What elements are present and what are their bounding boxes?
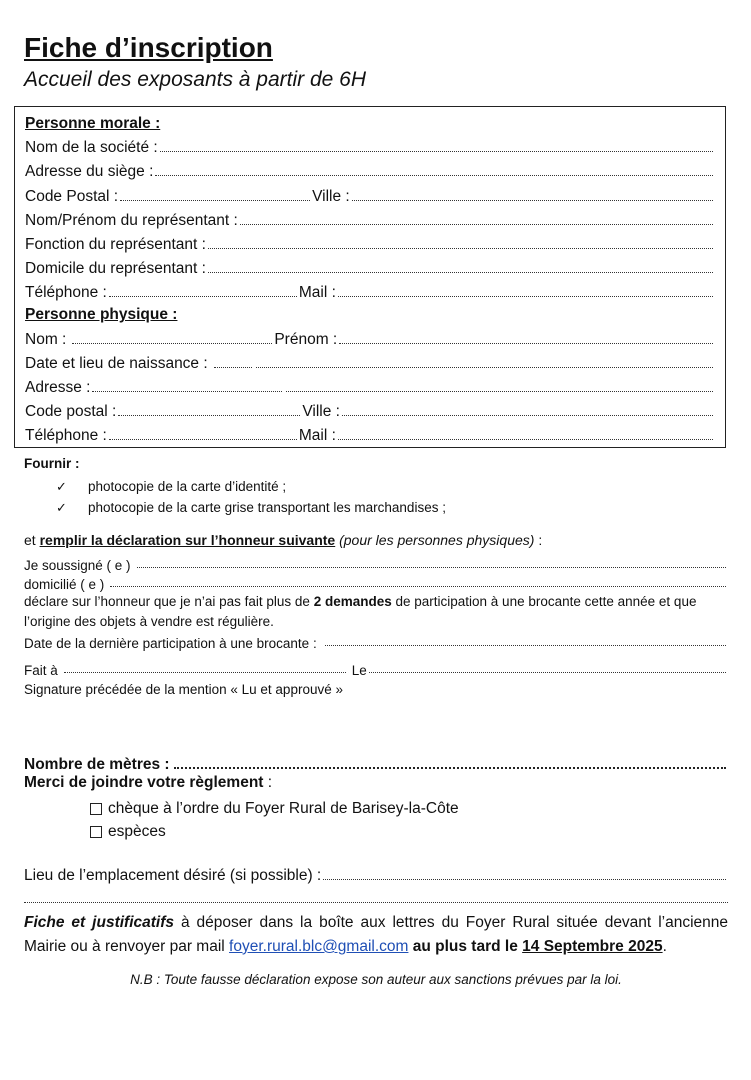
list-item bbox=[56, 497, 728, 518]
fill-line[interactable] bbox=[339, 342, 713, 344]
label-derniere: Date de la dernière participation à une brocante : bbox=[24, 636, 317, 652]
section-personne-physique: Personne physique : bbox=[25, 306, 178, 324]
fill-line[interactable] bbox=[118, 414, 300, 416]
label-soussigne: Je soussigné ( e ) bbox=[24, 558, 131, 574]
label-mail: Mail : bbox=[298, 427, 336, 445]
field-derniere-participation[interactable] bbox=[24, 632, 728, 651]
final-end: . bbox=[662, 937, 667, 955]
final-text: à déposer dans la boîte aux lettres du Foyer Rural située devant l’ancienne Mairie ou à renvoyer par mail bbox=[24, 914, 728, 955]
document-label: photocopie de la carte d’identité ; bbox=[88, 479, 287, 495]
final-deadline-label: au plus tard le bbox=[408, 937, 523, 955]
final-deadline-date: 14 Septembre 2025 bbox=[522, 937, 663, 955]
field-nom-prenom[interactable] bbox=[25, 324, 715, 348]
fill-line[interactable] bbox=[109, 438, 297, 440]
label-domicile-rep: Domicile du représentant : bbox=[25, 260, 206, 278]
field-soussigne[interactable] bbox=[24, 554, 728, 573]
field-cp-ville-physique[interactable] bbox=[25, 397, 715, 421]
field-societe[interactable] bbox=[25, 133, 715, 157]
label-tel: Téléphone : bbox=[25, 284, 107, 302]
label-domicilie: domicilié ( e ) bbox=[24, 577, 105, 593]
checkbox-cheque[interactable] bbox=[90, 803, 102, 815]
identity-box bbox=[14, 106, 726, 448]
fill-line[interactable] bbox=[160, 150, 713, 152]
field-lieu[interactable] bbox=[24, 861, 728, 885]
list-item bbox=[56, 476, 728, 497]
field-cp-ville-morale[interactable] bbox=[25, 181, 715, 205]
label-ville: Ville : bbox=[312, 187, 350, 205]
label-naissance: Date et lieu de naissance : bbox=[25, 354, 208, 372]
decl-suffix: : bbox=[534, 532, 543, 549]
documents-section bbox=[24, 456, 728, 518]
fill-line[interactable] bbox=[338, 438, 713, 440]
field-siege[interactable] bbox=[25, 157, 715, 181]
option-cheque-label: chèque à l’ordre du Foyer Rural de Barisey-la-Côte bbox=[108, 799, 459, 817]
reglement-label: Merci de joindre votre règlement bbox=[24, 774, 264, 792]
fill-line[interactable] bbox=[342, 414, 713, 416]
registration-form bbox=[24, 30, 728, 987]
fill-line[interactable] bbox=[109, 295, 297, 297]
option-cheque[interactable] bbox=[90, 797, 728, 820]
label-siege: Adresse du siège : bbox=[25, 163, 154, 181]
label-mail: Mail : bbox=[298, 284, 336, 302]
decl-italic: (pour les personnes physiques) bbox=[339, 532, 535, 549]
checkmark-icon: ✓ bbox=[56, 478, 67, 494]
fill-line[interactable] bbox=[352, 199, 713, 201]
fournir-header: Fournir : bbox=[24, 456, 80, 472]
fill-line-lieu-2[interactable] bbox=[24, 901, 728, 903]
label-fait: Fait à bbox=[24, 663, 58, 679]
field-naissance[interactable] bbox=[25, 349, 715, 373]
fill-line[interactable] bbox=[137, 566, 726, 568]
decl-text-bold: 2 demandes bbox=[313, 594, 392, 610]
field-fonction-rep[interactable] bbox=[25, 230, 715, 254]
label-adresse: Adresse : bbox=[25, 378, 91, 396]
fill-line[interactable] bbox=[240, 223, 713, 225]
signature-mention: Signature précédée de la mention « Lu et approuvé » bbox=[24, 682, 343, 698]
label-nom: Nom : bbox=[25, 330, 67, 348]
declaration-intro bbox=[24, 532, 728, 554]
label-societe: Nom de la société : bbox=[25, 139, 158, 157]
fill-line[interactable] bbox=[214, 366, 252, 368]
final-bold-italic: Fiche et justificatifs bbox=[24, 914, 174, 932]
label-tel: Téléphone : bbox=[25, 427, 107, 445]
payment-options bbox=[24, 797, 728, 843]
fill-line[interactable] bbox=[155, 174, 713, 176]
submission-instructions bbox=[24, 911, 728, 958]
declaration-text bbox=[24, 592, 728, 632]
option-especes-label: espèces bbox=[108, 822, 166, 840]
label-fonction-rep: Fonction du représentant : bbox=[25, 235, 206, 253]
fill-line[interactable] bbox=[120, 199, 310, 201]
checkbox-especes[interactable] bbox=[90, 826, 102, 838]
fill-line[interactable] bbox=[72, 342, 272, 344]
field-fait-le[interactable] bbox=[24, 659, 728, 678]
reglement-suffix: : bbox=[263, 774, 273, 792]
fill-line[interactable] bbox=[208, 271, 713, 273]
fill-line[interactable] bbox=[369, 671, 726, 673]
decl-prefix: et bbox=[24, 532, 36, 549]
email-link[interactable]: foyer.rural.blc@gmail.com bbox=[229, 937, 409, 955]
fill-line[interactable] bbox=[338, 295, 713, 297]
documents-list bbox=[24, 476, 728, 518]
label-cp: Code Postal : bbox=[25, 187, 119, 205]
field-domicile-rep[interactable] bbox=[25, 254, 715, 278]
field-tel-mail-physique[interactable] bbox=[25, 421, 715, 445]
label-nom-rep: Nom/Prénom du représentant : bbox=[25, 211, 238, 229]
document-label: photocopie de la carte grise transportant les marchandises ; bbox=[88, 500, 446, 516]
section-personne-morale: Personne morale : bbox=[25, 115, 161, 132]
field-nom-rep[interactable] bbox=[25, 206, 715, 230]
decl-strong: remplir la déclaration sur l’honneur suivante bbox=[39, 532, 336, 549]
label-prenom: Prénom : bbox=[274, 330, 338, 348]
decl-text-a: déclare sur l’honneur que je n’ai pas fait plus de bbox=[24, 594, 314, 610]
field-metres[interactable] bbox=[24, 752, 728, 774]
fill-line[interactable] bbox=[325, 644, 726, 646]
field-domicilie[interactable] bbox=[24, 573, 728, 592]
label-ville: Ville : bbox=[302, 403, 340, 421]
label-metres: Nombre de mètres : bbox=[24, 756, 170, 774]
fill-line[interactable] bbox=[323, 878, 726, 880]
checkmark-icon: ✓ bbox=[56, 499, 67, 515]
fill-line[interactable] bbox=[64, 671, 346, 673]
fill-line[interactable] bbox=[174, 766, 726, 769]
label-cp: Code postal : bbox=[25, 403, 117, 421]
legal-note: N.B : Toute fausse déclaration expose son auteur aux sanctions prévues par la loi. bbox=[130, 972, 622, 988]
page-title: Fiche d’inscription bbox=[24, 32, 273, 63]
field-adresse[interactable] bbox=[25, 373, 715, 397]
field-tel-mail-morale[interactable] bbox=[25, 278, 715, 302]
label-lieu: Lieu de l’emplacement désiré (si possible) : bbox=[24, 867, 322, 885]
fill-line[interactable] bbox=[92, 390, 282, 392]
decl-text-b: de participation à une brocante cette année et que l’origine des objets à vendre est régulière. bbox=[24, 594, 697, 630]
fill-line[interactable] bbox=[286, 390, 713, 392]
label-le: Le bbox=[351, 663, 367, 679]
fill-line[interactable] bbox=[256, 366, 713, 368]
fill-line[interactable] bbox=[208, 247, 713, 249]
reglement-line bbox=[24, 774, 728, 797]
fill-line[interactable] bbox=[110, 585, 726, 587]
page-subtitle: Accueil des exposants à partir de 6H bbox=[24, 68, 367, 91]
option-especes[interactable] bbox=[90, 820, 728, 843]
